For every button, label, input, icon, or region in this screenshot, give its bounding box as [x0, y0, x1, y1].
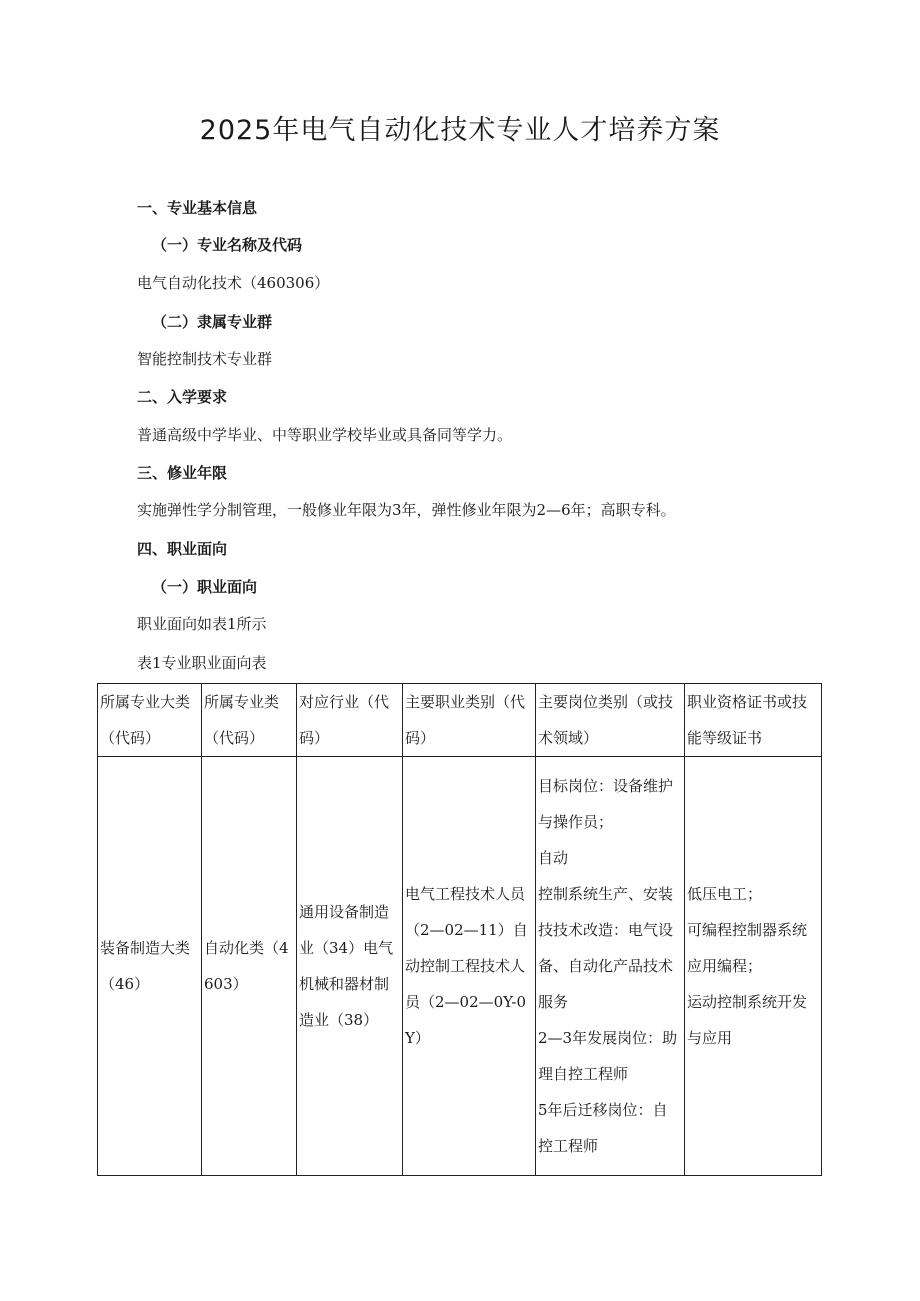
subsection-heading-major-group: （二）隶属专业群	[152, 313, 273, 331]
table-header-cell: 主要岗位类别（或技术领域）	[536, 684, 685, 757]
table-header-cell: 所属专业大类（代码）	[98, 684, 202, 757]
table-cell-category: 装备制造大类（46）	[98, 757, 202, 1176]
table-cell-class: 自动化类（4603）	[202, 757, 297, 1176]
duration-text: 实施弹性学分制管理，一般修业年限为3年，弹性修业年限为2—6年；高职专科。	[137, 501, 676, 519]
table-cell-industry: 通用设备制造业（34）电气机械和器材制造业（38）	[297, 757, 403, 1176]
position-line: 自动	[538, 849, 569, 867]
career-text: 职业面向如表1所示	[137, 615, 267, 633]
section-heading-career: 四、职业面向	[137, 540, 228, 558]
subsection-heading-career: （一）职业面向	[152, 578, 258, 596]
major-name-text: 电气自动化技术（460306）	[137, 274, 330, 292]
position-line: 5年后迁移岗位：自控工程师	[538, 1101, 668, 1155]
career-table	[97, 683, 822, 1176]
admission-text: 普通高级中学毕业、中等职业学校毕业或具备同等学力。	[137, 426, 513, 444]
document-title: 2025年电气自动化技术专业人才培养方案	[199, 115, 721, 146]
section-heading-basic-info: 一、专业基本信息	[137, 199, 258, 217]
certificate-line: 运动控制系统开发与应用	[687, 993, 808, 1047]
table-cell-positions	[536, 757, 685, 1176]
table-header-row	[98, 684, 822, 757]
table-caption: 表1专业职业面向表	[137, 654, 267, 672]
position-line: 目标岗位：设备维护与操作员；	[538, 777, 674, 831]
table-header-cell: 对应行业（代码）	[297, 684, 403, 757]
table-cell-certificates	[685, 757, 822, 1176]
table-header-cell: 职业资格证书或技能等级证书	[685, 684, 822, 757]
section-heading-duration: 三、修业年限	[137, 464, 228, 482]
table-header-cell: 主要职业类别（代码）	[403, 684, 536, 757]
subsection-heading-major-name: （一）专业名称及代码	[152, 236, 303, 254]
table-cell-occupation: 电气工程技术人员（2—02—11）自动控制工程技术人员（2—02—0Y-0Y）	[403, 757, 536, 1176]
position-line: 控制系统生产、安装技技术改造：电气设备、自动化产品技术服务	[538, 885, 674, 1011]
table-row	[98, 757, 822, 1176]
position-line: 2—3年发展岗位：助理自控工程师	[538, 1029, 678, 1083]
section-heading-admission: 二、入学要求	[137, 388, 228, 406]
major-group-text: 智能控制技术专业群	[137, 350, 273, 368]
table-header-cell: 所属专业类（代码）	[202, 684, 297, 757]
certificate-line: 低压电工；	[687, 885, 763, 903]
certificate-line: 可编程控制器系统应用编程；	[687, 921, 808, 975]
